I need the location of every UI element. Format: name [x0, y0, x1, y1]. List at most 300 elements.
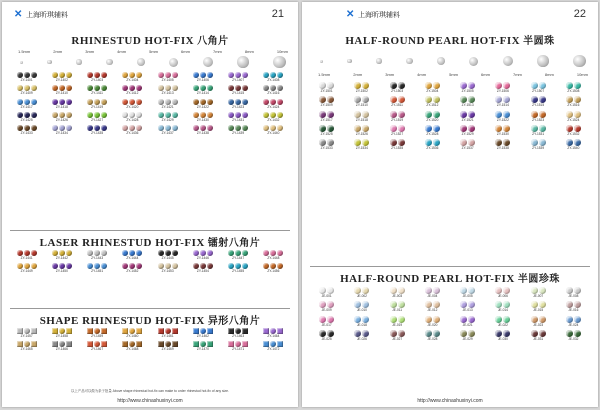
swatch-sample: [398, 139, 405, 146]
swatch-item: [310, 316, 343, 327]
swatch-code: ZY-1463: [232, 334, 245, 338]
swatch-code: JE-011: [392, 308, 403, 313]
size-sample: [320, 60, 323, 63]
swatch-code: ZY-1506: [496, 89, 509, 93]
swatch-sample: [398, 96, 405, 103]
swatch-sample: [460, 316, 467, 323]
swatch-sample: [574, 316, 581, 323]
swatch-code: JE-023: [533, 322, 544, 327]
swatch-item: [451, 330, 484, 341]
swatch-sample: [129, 99, 135, 105]
swatch-samples: [460, 287, 475, 294]
swatch-sample: [362, 139, 369, 146]
swatch-item: [151, 250, 184, 260]
size-label: 3mm: [85, 49, 95, 54]
swatch-item: [486, 125, 519, 136]
swatch-samples: [460, 111, 475, 118]
swatch-samples: [425, 301, 440, 308]
size-label: 7mm: [512, 72, 522, 77]
swatch-sample: [425, 330, 432, 337]
website-url[interactable]: http://www.chinashuxinyi.com: [417, 398, 483, 404]
swatch-sample: [503, 330, 510, 337]
swatch-sample: [425, 139, 432, 146]
swatch-sample: [539, 301, 546, 308]
swatch-sample: [495, 139, 502, 146]
swatch-item: [486, 111, 519, 122]
swatch-code: ZY-1421: [161, 104, 174, 109]
swatch-item: [381, 96, 414, 107]
swatch-samples: [425, 82, 440, 89]
swatch-sample: [539, 316, 546, 323]
swatch-code: JE-022: [497, 322, 508, 327]
swatch-item: [81, 99, 114, 109]
swatch-item: [151, 85, 184, 95]
swatch-sample: [398, 111, 405, 118]
brand-logo: [14, 9, 68, 20]
page-header: [302, 2, 598, 28]
swatch-sample: [165, 99, 171, 105]
swatch-code: ZY-1503: [391, 89, 404, 93]
swatch-item: [557, 96, 590, 107]
swatch-code: ZY-1459: [91, 334, 104, 338]
swatch-samples: [354, 330, 369, 337]
swatch-item: [257, 263, 290, 273]
swatch-sample: [574, 82, 581, 89]
swatch-samples: [390, 82, 405, 89]
swatch-code: ZY-1529: [461, 132, 474, 137]
swatch-item: [345, 316, 378, 327]
swatch-code: ZY-1418: [55, 104, 68, 109]
swatch-code: ZY-1507: [532, 89, 545, 93]
swatch-code: ZY-1433: [20, 131, 33, 136]
swatch-sample: [362, 111, 369, 118]
swatch-sample: [66, 99, 72, 105]
swatch-item: [45, 250, 78, 260]
swatch-sample: [390, 316, 397, 323]
swatch-samples: [319, 125, 334, 132]
swatch-sample: [460, 330, 467, 337]
swatch-item: [222, 341, 255, 351]
swatch-sample: [574, 287, 581, 294]
swatch-sample: [390, 96, 397, 103]
swatch-code: ZY-1514: [496, 103, 509, 108]
swatch-samples: [531, 125, 546, 132]
swatch-sample: [503, 316, 510, 323]
swatch-samples: [460, 330, 475, 337]
swatch-code: ZY-1425: [20, 118, 33, 123]
color-grid-half-round: [310, 82, 590, 151]
swatch-code: ZY-1510: [355, 103, 368, 108]
swatch-item: [522, 287, 555, 298]
swatch-item: [45, 341, 78, 351]
swatch-sample: [539, 96, 546, 103]
footnote: 以上产品可以做为条子批量 Above shape rhinestud hot-fix can make to order rhinestud hot-fix of any size.: [71, 389, 229, 393]
swatch-sample: [566, 301, 573, 308]
swatch-samples: [319, 82, 334, 89]
swatch-code: ZY-1515: [532, 103, 545, 108]
swatch-sample: [468, 125, 475, 132]
swatch-item: [345, 111, 378, 122]
swatch-samples: [531, 287, 546, 294]
swatch-item: [257, 112, 290, 122]
size-sample: [537, 55, 548, 66]
swatch-sample: [327, 316, 334, 323]
swatch-code: ZY-1447: [232, 256, 245, 260]
swatch-sample: [433, 301, 440, 308]
catalog-page-right: [302, 2, 598, 407]
swatch-sample: [362, 316, 369, 323]
swatch-sample: [327, 139, 334, 146]
size-samples: [320, 54, 586, 68]
swatch-code: ZY-1414: [196, 91, 209, 96]
swatch-item: [10, 250, 43, 260]
swatch-code: ZY-1524: [567, 117, 580, 122]
swatch-samples: [354, 96, 369, 103]
swatch-item: [257, 85, 290, 95]
swatch-code: ZY-1466: [55, 347, 68, 352]
swatch-sample: [539, 287, 546, 294]
swatch-code: JE-020: [427, 322, 438, 327]
swatch-sample: [390, 82, 397, 89]
swatch-item: [10, 85, 43, 95]
swatch-sample: [468, 316, 475, 323]
swatch-code: JE-030: [497, 337, 508, 342]
swatch-code: ZY-1531: [532, 132, 545, 137]
swatch-sample: [319, 301, 326, 308]
swatch-sample: [503, 301, 510, 308]
swatch-sample: [270, 99, 276, 105]
swatch-code: ZY-1528: [426, 132, 439, 137]
size-label: 4mm: [417, 72, 427, 77]
swatch-code: ZY-1508: [567, 89, 580, 93]
swatch-code: JE-002: [356, 294, 367, 298]
swatch-samples: [495, 139, 510, 146]
swatch-samples: [566, 139, 581, 146]
swatch-sample: [362, 301, 369, 308]
swatch-item: [381, 330, 414, 341]
swatch-sample: [531, 111, 538, 118]
swatch-code: ZY-1423: [232, 104, 245, 109]
size-sample: [237, 56, 248, 67]
swatch-sample: [468, 301, 475, 308]
swatch-item: [310, 111, 343, 122]
swatch-sample: [425, 287, 432, 294]
swatch-item: [116, 263, 149, 273]
swatch-item: [222, 72, 255, 82]
swatch-code: ZY-1532: [567, 132, 580, 137]
swatch-code: JE-025: [321, 337, 332, 342]
swatch-item: [486, 82, 519, 93]
swatch-code: ZY-1468: [126, 347, 139, 352]
swatch-code: ZY-1405: [161, 78, 174, 82]
swatch-sample: [531, 301, 538, 308]
swatch-code: ZY-1445: [161, 256, 174, 260]
swatch-code: ZY-1439: [232, 131, 245, 136]
swatch-item: [310, 301, 343, 312]
swatch-code: ZY-1443: [91, 256, 104, 260]
swatch-sample: [327, 330, 334, 337]
swatch-samples: [566, 125, 581, 132]
swatch-sample: [460, 139, 467, 146]
swatch-code: JE-028: [427, 337, 438, 342]
swatch-code: ZY-1523: [532, 117, 545, 122]
swatch-samples: [354, 139, 369, 146]
swatch-samples: [390, 111, 405, 118]
swatch-samples: [425, 139, 440, 146]
swatch-code: ZY-1538: [496, 146, 509, 151]
size-label: 3mm: [385, 72, 395, 77]
swatch-code: ZY-1457: [20, 334, 33, 338]
swatch-item: [345, 301, 378, 312]
swatch-code: ZY-1422: [196, 104, 209, 109]
swatch-item: [116, 72, 149, 82]
swatch-item: [416, 139, 449, 150]
swatch-sample: [319, 125, 326, 132]
swatch-sample: [354, 82, 361, 89]
swatch-item: [522, 316, 555, 327]
swatch-code: ZY-1411: [91, 91, 103, 96]
swatch-samples: [460, 301, 475, 308]
swatch-sample: [425, 82, 432, 89]
swatch-samples: [263, 99, 283, 105]
swatch-sample: [460, 287, 467, 294]
swatch-code: JE-032: [568, 337, 579, 342]
size-label: 10mm: [576, 72, 588, 77]
swatch-code: ZY-1535: [391, 146, 404, 151]
swatch-item: [257, 99, 290, 109]
swatch-item: [381, 301, 414, 312]
swatch-code: ZY-1437: [161, 131, 174, 136]
swatch-code: ZY-1522: [496, 117, 509, 122]
swatch-code: ZY-1502: [355, 89, 368, 93]
website-url[interactable]: http://www.chinashuxinyi.com: [117, 398, 183, 404]
swatch-sample: [503, 82, 510, 89]
swatch-samples: [425, 316, 440, 323]
swatch-code: JE-010: [356, 308, 367, 313]
swatch-item: [257, 72, 290, 82]
swatch-code: JE-001: [321, 294, 332, 298]
swatch-sample: [433, 287, 440, 294]
swatch-item: [522, 96, 555, 107]
swatch-sample: [495, 287, 502, 294]
swatch-code: ZY-1432: [267, 118, 280, 123]
swatch-code: ZY-1410: [55, 91, 68, 96]
swatch-code: ZY-1539: [532, 146, 545, 151]
swatch-sample: [354, 301, 361, 308]
divider: [310, 266, 590, 267]
swatch-item: [451, 287, 484, 298]
swatch-item: [416, 316, 449, 327]
logo-text: 上海昕琪辅料: [358, 12, 400, 19]
swatch-samples: [354, 316, 369, 323]
swatch-item: [222, 125, 255, 135]
catalog-page-left: [2, 2, 298, 407]
swatch-item: [186, 112, 219, 122]
swatch-item: [416, 96, 449, 107]
swatch-sample: [319, 111, 326, 118]
swatch-code: ZY-1455: [232, 269, 245, 274]
swatch-code: JE-031: [533, 337, 544, 342]
swatch-sample: [425, 96, 432, 103]
swatch-sample: [574, 139, 581, 146]
swatch-code: ZY-1520: [426, 117, 439, 122]
swatch-samples: [566, 82, 581, 89]
swatch-sample: [566, 82, 573, 89]
swatch-sample: [354, 330, 361, 337]
swatch-code: ZY-1465: [20, 347, 33, 352]
swatch-code: ZY-1511: [391, 103, 403, 108]
swatch-item: [486, 96, 519, 107]
swatch-code: ZY-1435: [91, 131, 104, 136]
swatch-item: [416, 125, 449, 136]
swatch-sample: [319, 316, 326, 323]
swatch-sample: [433, 82, 440, 89]
swatch-sample: [17, 99, 23, 105]
swatch-code: ZY-1462: [196, 334, 209, 338]
swatch-code: ZY-1534: [355, 146, 368, 151]
swatch-item: [381, 82, 414, 93]
swatch-code: ZY-1464: [267, 334, 280, 338]
swatch-samples: [425, 125, 440, 132]
swatch-samples: [319, 111, 334, 118]
swatch-code: ZY-1536: [426, 146, 439, 151]
swatch-samples: [531, 82, 546, 89]
swatch-sample: [495, 330, 502, 337]
swatch-sample: [468, 82, 475, 89]
swatch-sample: [468, 287, 475, 294]
swatch-code: JE-027: [392, 337, 403, 342]
swatch-item: [486, 301, 519, 312]
swatch-sample: [390, 330, 397, 337]
swatch-item: [186, 85, 219, 95]
swatch-code: ZY-1404: [126, 78, 139, 82]
swatch-samples: [354, 125, 369, 132]
swatch-sample: [354, 316, 361, 323]
swatch-samples: [122, 99, 142, 105]
swatch-sample: [172, 99, 178, 105]
swatch-sample: [539, 139, 546, 146]
page-number: 22: [573, 8, 586, 20]
section-title-half-round: HALF-ROUND PEARL HOT-FIX 半圆珠: [345, 35, 555, 47]
swatch-item: [186, 99, 219, 109]
swatch-code: ZY-1516: [567, 103, 580, 108]
swatch-sample: [495, 125, 502, 132]
swatch-sample: [433, 330, 440, 337]
swatch-samples: [566, 111, 581, 118]
divider: [10, 230, 290, 231]
swatch-samples: [566, 316, 581, 323]
swatch-item: [257, 341, 290, 351]
divider: [10, 308, 290, 309]
size-sample: [273, 56, 286, 69]
swatch-sample: [235, 99, 241, 105]
swatch-samples: [319, 301, 334, 308]
swatch-sample: [531, 125, 538, 132]
swatch-sample: [566, 125, 573, 132]
swatch-sample: [468, 111, 475, 118]
swatch-code: ZY-1461: [161, 334, 174, 338]
swatch-item: [151, 99, 184, 109]
swatch-item: [10, 99, 43, 109]
swatch-sample: [327, 125, 334, 132]
swatch-code: ZY-1509: [320, 103, 333, 108]
swatch-sample: [503, 111, 510, 118]
swatch-samples: [390, 96, 405, 103]
swatch-code: ZY-1429: [161, 118, 174, 123]
size-label: 7mm: [212, 49, 222, 54]
swatch-item: [345, 96, 378, 107]
swatch-code: ZY-1416: [267, 91, 280, 96]
size-label: 5mm: [149, 49, 158, 54]
swatch-sample: [319, 96, 326, 103]
swatch-item: [45, 125, 78, 135]
swatch-code: ZY-1436: [126, 131, 139, 136]
swatch-item: [557, 111, 590, 122]
swatch-item: [10, 263, 43, 273]
swatch-sample: [531, 330, 538, 337]
swatch-item: [10, 328, 43, 338]
swatch-item: [45, 72, 78, 82]
swatch-item: [557, 139, 590, 150]
swatch-item: [222, 99, 255, 109]
swatch-code: ZY-1402: [55, 78, 68, 82]
swatch-samples: [460, 139, 475, 146]
swatch-sample: [52, 99, 58, 105]
swatch-sample: [566, 139, 573, 146]
swatch-item: [116, 85, 149, 95]
swatch-item: [186, 250, 219, 260]
swatch-sample: [354, 125, 361, 132]
swatch-item: [522, 139, 555, 150]
swatch-code: ZY-1521: [461, 117, 474, 122]
swatch-sample: [566, 316, 573, 323]
swatch-samples: [495, 316, 510, 323]
swatch-sample: [460, 125, 467, 132]
size-sample: [106, 59, 113, 66]
brand-logo: [346, 9, 400, 20]
swatch-item: [557, 82, 590, 93]
swatch-sample: [362, 96, 369, 103]
swatch-sample: [425, 111, 432, 118]
size-sample: [76, 59, 81, 64]
size-label: 2mm: [353, 72, 363, 77]
swatch-item: [45, 99, 78, 109]
swatch-item: [186, 72, 219, 82]
swatch-sample: [425, 316, 432, 323]
size-sample: [469, 57, 478, 66]
swatch-sample: [277, 99, 283, 105]
page-header: [2, 2, 298, 28]
swatch-samples: [566, 301, 581, 308]
swatch-samples: [390, 139, 405, 146]
swatch-sample: [495, 82, 502, 89]
swatch-samples: [354, 82, 369, 89]
swatch-item: [557, 330, 590, 341]
swatch-sample: [503, 96, 510, 103]
swatch-item: [557, 301, 590, 312]
swatch-code: JE-012: [427, 308, 438, 313]
swatch-item: [451, 125, 484, 136]
swatch-code: ZY-1449: [20, 269, 33, 274]
swatch-code: JE-014: [497, 308, 508, 313]
swatch-item: [10, 341, 43, 351]
swatch-code: ZY-1444: [126, 256, 139, 260]
swatch-item: [522, 125, 555, 136]
swatch-item: [116, 250, 149, 260]
swatch-samples: [425, 330, 440, 337]
size-sample: [47, 60, 51, 64]
swatch-item: [486, 139, 519, 150]
